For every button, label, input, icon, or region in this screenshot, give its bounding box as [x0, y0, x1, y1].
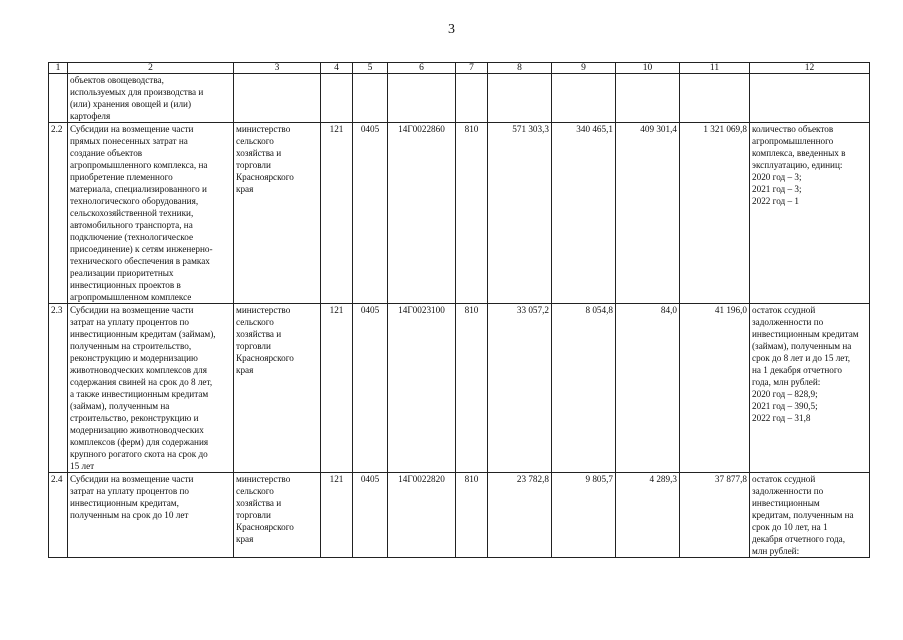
code-expense: 810 — [456, 123, 488, 304]
amount-2021: 8 054,8 — [552, 304, 616, 473]
col-header: 7 — [456, 63, 488, 74]
col-header: 12 — [750, 63, 870, 74]
amount-2021: 340 465,1 — [552, 123, 616, 304]
program-table — [48, 62, 870, 558]
code-expense — [456, 74, 488, 123]
code-target: 14Г0022860 — [388, 123, 456, 304]
col-header: 1 — [49, 63, 68, 74]
amount-2020: 33 057,2 — [488, 304, 552, 473]
table-row — [49, 304, 870, 473]
expected-result — [750, 74, 870, 123]
page-number: 3 — [448, 22, 455, 37]
code-grbs: 121 — [321, 473, 353, 558]
code-expense: 810 — [456, 304, 488, 473]
row-number: 2.4 — [49, 473, 68, 558]
col-header: 3 — [234, 63, 321, 74]
table-row — [49, 473, 870, 558]
amount-2020: 23 782,8 — [488, 473, 552, 558]
expected-result: остаток ссудной задолженности по инвестиционным кредитам (займам), полученным на срок до 8 лет и до 15 лет, на 1 декабря отчетного года, млн рублей: 2020 год – 828,9; 2021 год – 390,5; 2022 год – 31,8 — [750, 304, 870, 473]
amount-2021: 9 805,7 — [552, 473, 616, 558]
administrator — [234, 74, 321, 123]
amount-total: 1 321 069,8 — [680, 123, 750, 304]
col-header: 5 — [353, 63, 388, 74]
code-grbs — [321, 74, 353, 123]
code-section: 0405 — [353, 473, 388, 558]
col-header: 6 — [388, 63, 456, 74]
col-header: 10 — [616, 63, 680, 74]
row-number: 2.3 — [49, 304, 68, 473]
code-grbs: 121 — [321, 123, 353, 304]
col-header: 11 — [680, 63, 750, 74]
measure-name: объектов овощеводства, используемых для производства и (или) хранения овощей и (или) картофеля — [68, 74, 234, 123]
code-grbs: 121 — [321, 304, 353, 473]
measure-name: Субсидии на возмещение части затрат на уплату процентов по инвестиционным кредитам (займам), полученным на строительство, реконструкцию и модернизацию животноводческих комплексов для содержания свиней на срок до 8 лет, а также инвестиционным кредитам (займам), полученным на строительство, реконструкцию и модернизацию животноводческих комплексов (ферм) для содержания крупного рогатого скота на срок до 15 лет — [68, 304, 234, 473]
expected-result: количество объектов агропромышленного комплекса, введенных в эксплуатацию, единиц: 2020 год – 3; 2021 год – 3; 2022 год – 1 — [750, 123, 870, 304]
amount-2020 — [488, 74, 552, 123]
amount-2020: 571 303,3 — [488, 123, 552, 304]
col-header: 8 — [488, 63, 552, 74]
expected-result: остаток ссудной задолженности по инвестиционным кредитам, полученным на срок до 10 лет, на 1 декабря отчетного года, млн рублей: — [750, 473, 870, 558]
measure-name: Субсидии на возмещение части затрат на уплату процентов по инвестиционным кредитам, полученным на срок до 10 лет — [68, 473, 234, 558]
code-section: 0405 — [353, 123, 388, 304]
code-target: 14Г0022820 — [388, 473, 456, 558]
header-row — [49, 63, 870, 74]
amount-2022: 84,0 — [616, 304, 680, 473]
col-header: 2 — [68, 63, 234, 74]
code-section — [353, 74, 388, 123]
col-header: 9 — [552, 63, 616, 74]
code-expense: 810 — [456, 473, 488, 558]
row-number: 2.2 — [49, 123, 68, 304]
amount-2022: 4 289,3 — [616, 473, 680, 558]
amount-total: 37 877,8 — [680, 473, 750, 558]
table-row — [49, 123, 870, 304]
code-section: 0405 — [353, 304, 388, 473]
table-row — [49, 74, 870, 123]
amount-total: 41 196,0 — [680, 304, 750, 473]
amount-total — [680, 74, 750, 123]
administrator: министерство сельского хозяйства и торговли Красноярского края — [234, 123, 321, 304]
administrator: министерство сельского хозяйства и торговли Красноярского края — [234, 473, 321, 558]
measure-name: Субсидии на возмещение части прямых понесенных затрат на создание объектов агропромышленного комплекса, на приобретение племенного материала, специализированного и технологического оборудования, сельскохозяйственной техники, автомобильного транспорта, на подключение (технологическое присоединение) к сетям инженерно- технического обеспечения в рамках реализации приоритетных инвестиционных проектов в агропромышленном комплексе — [68, 123, 234, 304]
code-target — [388, 74, 456, 123]
administrator: министерство сельского хозяйства и торговли Красноярского края — [234, 304, 321, 473]
col-header: 4 — [321, 63, 353, 74]
amount-2022 — [616, 74, 680, 123]
amount-2022: 409 301,4 — [616, 123, 680, 304]
code-target: 14Г0023100 — [388, 304, 456, 473]
row-number — [49, 74, 68, 123]
amount-2021 — [552, 74, 616, 123]
